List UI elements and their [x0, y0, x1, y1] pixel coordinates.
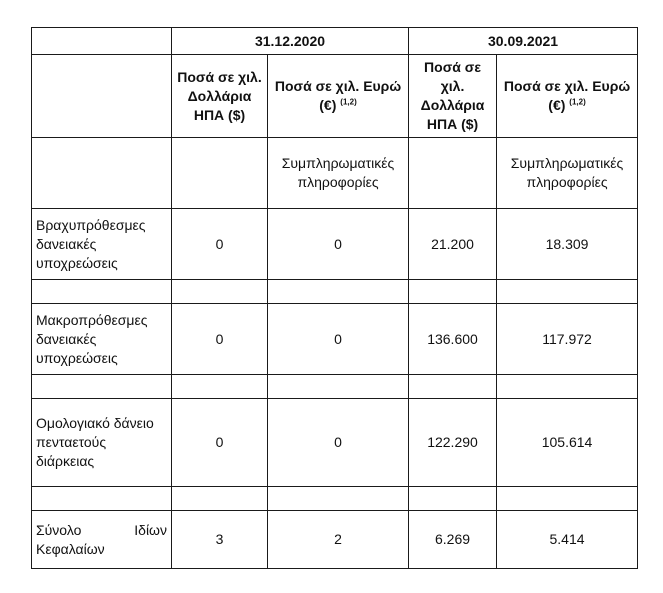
period-header-row: [32, 28, 638, 55]
empty-label-cell: [32, 55, 172, 138]
table-row: [32, 304, 638, 375]
value-cell: 0: [172, 304, 268, 375]
value-cell: 2: [268, 511, 409, 569]
info-row: [32, 138, 638, 209]
value-cell: 117.972: [497, 304, 638, 375]
info-label-2021: Συμπληρωματικές πληροφορίες: [497, 138, 638, 209]
usd-2020-header: Ποσά σε χιλ. Δολλάρια ΗΠΑ ($): [172, 55, 268, 138]
row-label: Μακροπρόθεσμες δανειακές υποχρεώσεις: [32, 304, 172, 375]
usd-2021-header: Ποσά σε χιλ. Δολλάρια ΗΠΑ ($): [409, 55, 497, 138]
spacer-row: [32, 280, 638, 304]
value-cell: 0: [172, 399, 268, 487]
value-cell: 105.614: [497, 399, 638, 487]
table-row: [32, 209, 638, 280]
info-label-2020: Συμπληρωματικές πληροφορίες: [268, 138, 409, 209]
row-label: Ομολογιακό δάνειο πενταετούς διάρκειας: [32, 399, 172, 487]
value-cell: 3: [172, 511, 268, 569]
eur-2021-header: Ποσά σε χιλ. Ευρώ (€) $^{(1,2)}$: [497, 55, 638, 138]
value-cell: 5.414: [497, 511, 638, 569]
period-2020-header: 31.12.2020: [172, 28, 409, 55]
value-cell: 0: [172, 209, 268, 280]
row-label: Βραχυπρόθεσμες δανειακές υποχρεώσεις: [32, 209, 172, 280]
value-cell: 6.269: [409, 511, 497, 569]
value-cell: 0: [268, 304, 409, 375]
eur-2020-header: Ποσά σε χιλ. Ευρώ (€) $^{(1,2)}$: [268, 55, 409, 138]
period-2021-header: 30.09.2021: [409, 28, 638, 55]
value-cell: 0: [268, 209, 409, 280]
value-cell: 136.600: [409, 304, 497, 375]
financial-table: [31, 27, 638, 569]
value-cell: 0: [268, 399, 409, 487]
spacer-row: [32, 375, 638, 399]
table-row: [32, 511, 638, 569]
table-row: [32, 399, 638, 487]
unit-header-row: [32, 55, 638, 138]
row-label: Σύνολο Ιδίων Κεφαλαίων: [32, 511, 172, 569]
spacer-row: [32, 487, 638, 511]
value-cell: 21.200: [409, 209, 497, 280]
value-cell: 122.290: [409, 399, 497, 487]
value-cell: 18.309: [497, 209, 638, 280]
empty-corner-cell: [32, 28, 172, 55]
